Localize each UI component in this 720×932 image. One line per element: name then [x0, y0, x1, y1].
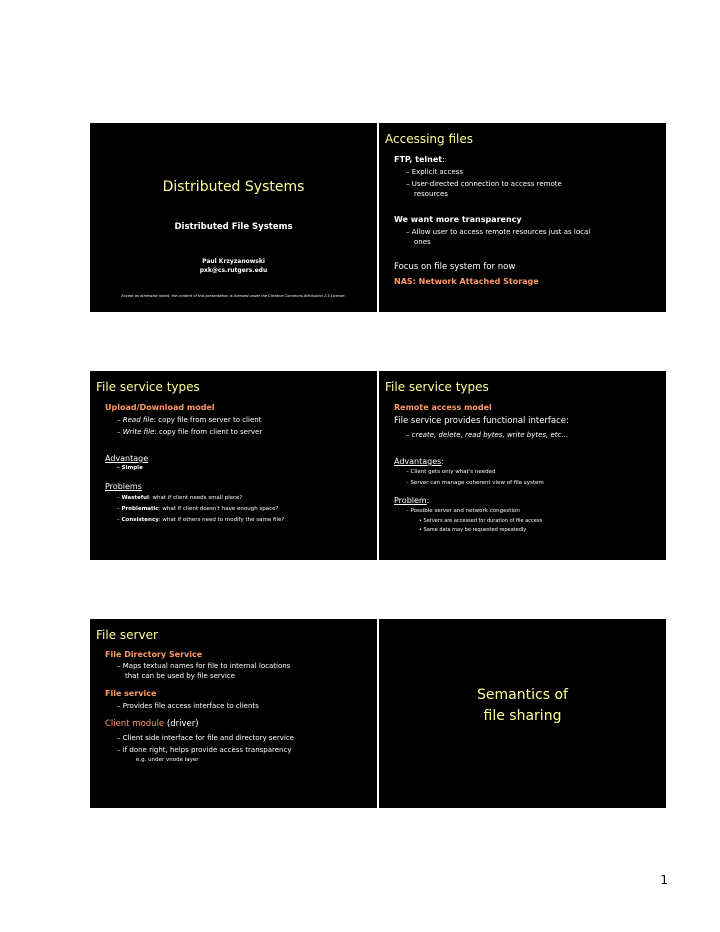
advantage-heading: Advantage	[105, 454, 149, 463]
upload-download-heading: Upload/Download model	[105, 403, 215, 412]
client-module-heading	[105, 719, 199, 729]
bullet-server-manage: – Server can manage coherent view of file system	[406, 480, 544, 486]
nas-line: NAS: Network Attached Storage	[394, 277, 539, 286]
bullet-client-gets: – Client gets only what's needed	[406, 469, 495, 475]
bullet-wasteful	[117, 495, 242, 501]
bullet-explicit-access: – Explicit access	[406, 168, 463, 176]
slide-file-service-types-2	[379, 371, 666, 560]
bullet-done-right: – if done right, helps provide access transparency	[117, 746, 291, 754]
bullet-user-directed: – User-directed connection to access remote	[406, 180, 562, 188]
client-module-text: Client module	[105, 719, 165, 729]
slide-2-title: Accessing files	[385, 132, 473, 146]
remote-access-heading: Remote access model	[394, 403, 492, 412]
advantages-heading	[394, 457, 444, 466]
slide-3-title: File service types	[96, 380, 200, 394]
bullet-congestion: – Possible server and network congestion	[406, 508, 520, 514]
wasteful-bold: Wasteful	[121, 495, 149, 501]
file-service-heading: File service	[105, 689, 157, 698]
slide-1-title: Distributed Systems	[162, 179, 305, 195]
bullet-operations: – create, delete, read bytes, write bytes, etc…	[406, 431, 568, 439]
slide-1-author: Paul Krzyzanowski	[202, 258, 265, 265]
slide-file-server	[90, 619, 377, 808]
advantages-colon: :	[441, 457, 445, 466]
vnode-example: e.g. under vnode layer	[136, 757, 199, 763]
semantics-line-2: file sharing	[483, 708, 562, 724]
bullet-same-data: • Same data may be requested repeatedly	[419, 527, 526, 533]
slide-1-license: Except as otherwise noted, the content of this presentation is licensed under the Creative Commons Attribution 2.5 License.	[121, 294, 346, 298]
advantages-text: Advantages	[394, 457, 442, 466]
bullet-maps-names-cont: that can be used by file service	[125, 672, 236, 680]
bullet-read-file	[117, 416, 261, 424]
read-file-em: Read file	[122, 416, 154, 424]
bullet-maps-names: – Maps textual names for file to internal locations	[117, 662, 290, 670]
wasteful-rest: : what if client needs small piece?	[148, 495, 243, 501]
bullet-allow-user-cont: ones	[414, 238, 431, 246]
read-file-rest: : copy file from server to client	[153, 416, 262, 424]
ftp-telnet-colon: :	[442, 155, 445, 164]
bullet-write-file	[117, 428, 262, 436]
bullet-consistency	[117, 517, 284, 523]
bullet-problematic	[117, 506, 278, 512]
problematic-bold: Problematic	[121, 506, 159, 512]
write-file-em: Write file	[122, 428, 155, 436]
file-directory-service-heading: File Directory Service	[105, 650, 203, 659]
problem-text: Problem	[394, 496, 427, 505]
bullet-client-side: – Client side interface for file and directory service	[117, 734, 294, 742]
slide-4-title: File service types	[385, 380, 489, 394]
problems-heading: Problems	[105, 482, 142, 491]
slide-file-service-types-1	[90, 371, 377, 560]
bullet-user-directed-cont: resources	[414, 190, 448, 198]
ftp-telnet-text: FTP, telnet	[394, 155, 443, 164]
slide-accessing-files	[379, 123, 666, 312]
bullet-provides-access: – Provides file access interface to clients	[117, 702, 259, 710]
problem-heading	[394, 496, 429, 505]
slide-5-title: File server	[96, 628, 158, 642]
bullet-allow-user: – Allow user to access remote resources just as local	[406, 228, 590, 236]
focus-file-system: Focus on file system for now	[394, 262, 516, 272]
functional-interface-line: File service provides functional interface:	[394, 416, 569, 426]
problem-colon: :	[426, 496, 430, 505]
consistency-rest: : what if others need to modify the same file?	[158, 517, 285, 523]
consistency-bold: Consistency	[121, 517, 159, 523]
write-file-rest: : copy file from client to server	[154, 428, 263, 436]
problematic-rest: : what if client doesn't have enough space?	[158, 506, 279, 512]
semantics-line-1: Semantics of	[477, 687, 568, 703]
page-number: 1	[660, 873, 668, 887]
slide-title	[90, 123, 377, 312]
client-module-driver: (driver)	[164, 719, 199, 729]
bullet-simple: – Simple	[117, 465, 143, 471]
slide-semantics	[379, 619, 666, 808]
slide-1-email: pxk@cs.rutgers.edu	[199, 267, 268, 274]
transparency-heading: We want more transparency	[394, 215, 522, 224]
bullet-servers-accessed: • Servers are accessed for duration of file access	[419, 518, 542, 524]
ftp-telnet-heading	[394, 155, 445, 164]
slide-1-subtitle: Distributed File Systems	[174, 222, 293, 232]
